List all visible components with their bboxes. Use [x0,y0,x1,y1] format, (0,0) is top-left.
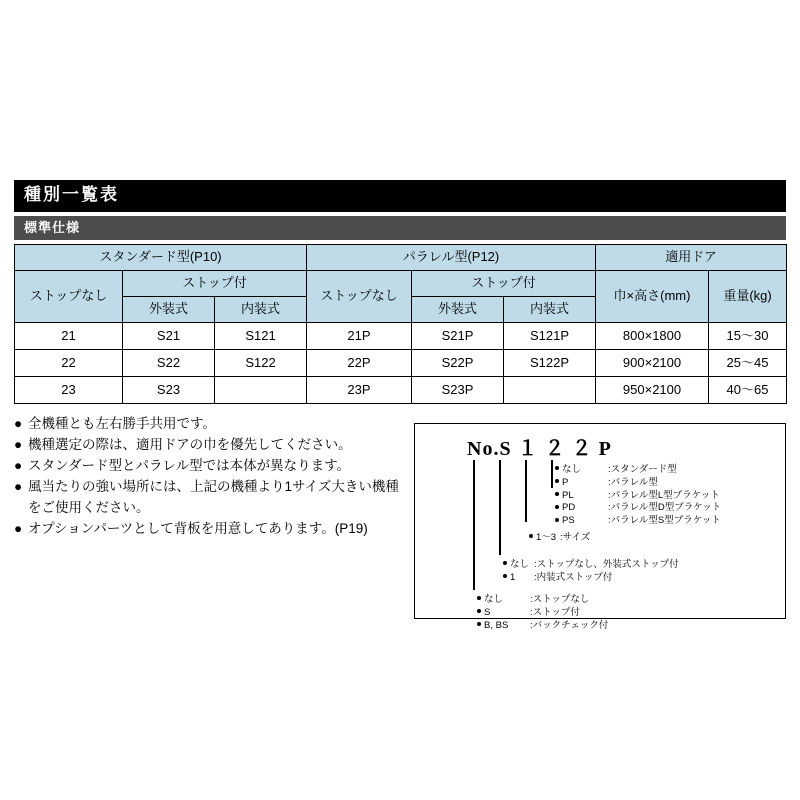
cell-par-stop-out: S21P [412,322,504,349]
legend-desc: :パラレル型S型ブラケット [608,515,721,527]
header-door-size: 巾×高さ(mm) [596,270,709,322]
legend-key: PS [562,515,575,527]
header-par-stop: ストップ付 [412,270,596,296]
cell-weight: 15～30 [709,322,787,349]
legend-key: S [484,606,491,618]
legend-key: 1～3 [536,532,557,543]
legend-model-code: No.S １ ２ ２ P [467,438,612,460]
page-title: 種別一覧表 [14,180,786,212]
cell-par-nostop: 22P [307,349,412,376]
leader-line-size [525,460,527,522]
bullet-icon [555,518,559,522]
spec-table [14,244,787,404]
bullet-icon [555,505,559,509]
cell-std-nostop: 23 [15,376,123,403]
header-std-stop: ストップ付 [123,270,307,296]
note-item [14,477,414,498]
legend-key: 1 [510,571,516,583]
cell-std-stop-out: S21 [123,322,215,349]
cell-par-stop-out: S23P [412,376,504,403]
cell-std-nostop: 22 [15,349,123,376]
legend-desc: :ストップなし、外装式ストップ付 [534,559,679,570]
bullet-icon [555,466,559,470]
legend-desc: :パラレル型L型ブラケット [608,489,720,501]
table-row [15,376,787,403]
header-par-exterior: 外装式 [412,296,504,322]
bullet-icon [477,622,481,626]
bullet-icon: ● [14,436,23,452]
header-std-exterior: 外装式 [123,296,215,322]
cell-std-stop-out: S23 [123,376,215,403]
cell-weight: 25～45 [709,349,787,376]
cell-weight: 40～65 [709,376,787,403]
notes-list [14,414,414,540]
legend-stop [477,594,608,632]
legend-key: PD [562,502,576,514]
legend-desc: :バックチェック付 [530,619,609,631]
bullet-icon: ● [14,415,23,431]
bullet-icon [503,561,507,565]
legend-desc: :ストップなし [530,594,590,605]
note-text: スタンダード型とパラレル型では本体が異なります。 [28,457,351,473]
model-code-legend [414,423,786,631]
leader-line-stop-type [499,460,501,555]
legend-key: PL [562,489,574,501]
note-item [14,435,414,456]
leader-line-group-type [551,460,553,488]
note-item [14,519,414,540]
cell-par-nostop: 23P [307,376,412,403]
cell-std-nostop: 21 [15,322,123,349]
note-continuation: をご使用ください。 [28,499,150,515]
header-par-interior: 内装式 [504,296,596,322]
cell-par-stop-out: S22P [412,349,504,376]
table-sub-header-row [15,270,787,296]
note-text: 風当たりの強い場所には、上記の機種より1サイズ大きい機種 [28,478,399,494]
bullet-icon [529,534,533,538]
note-text: 全機種とも左右勝手共用です。 [28,415,216,431]
cell-std-stop-in [215,376,307,403]
legend-key: B, BS [484,619,509,631]
spec-sheet [14,180,786,631]
bullet-icon [477,609,481,613]
legend-key: なし [510,559,530,570]
legend-desc: :サイズ [560,532,591,543]
note-item [14,456,414,477]
bullet-icon: ● [14,520,23,536]
cell-par-stop-in [504,376,596,403]
bullet-icon [555,492,559,496]
header-std-interior: 内装式 [215,296,307,322]
leader-line-stop [473,460,475,590]
section-subtitle: 標準仕様 [14,216,786,240]
cell-door-size: 900×2100 [596,349,709,376]
legend-desc: :パラレル型 [608,476,658,488]
table-group-header-row [15,244,787,270]
legend-size [529,532,590,545]
cell-std-stop-in: S121 [215,322,307,349]
legend-key: なし [484,594,504,605]
note-text: 機種選定の際は、適用ドアの巾を優先してください。 [28,436,352,452]
cell-par-nostop: 21P [307,322,412,349]
legend-key: なし [562,464,582,475]
bullet-icon [503,574,507,578]
cell-std-stop-out: S22 [123,349,215,376]
legend-key: P [562,476,569,488]
table-row [15,322,787,349]
header-std-nostop: ストップなし [15,270,123,322]
bullet-icon [477,596,481,600]
cell-door-size: 800×1800 [596,322,709,349]
legend-desc: :内装式ストップ付 [534,571,613,583]
bullet-icon [555,479,559,483]
cell-door-size: 950×2100 [596,376,709,403]
note-text: オプションパーツとして背板を用意してあります。(P19) [28,520,368,536]
table-row [15,349,787,376]
bullet-icon: ● [14,478,23,494]
header-applicable-door: 適用ドア [596,244,787,270]
legend-group-type [555,464,721,528]
header-par-nostop: ストップなし [307,270,412,322]
cell-par-stop-in: S122P [504,349,596,376]
cell-par-stop-in: S121P [504,322,596,349]
legend-stop-type [503,559,679,585]
note-item [14,414,414,435]
header-parallel-type: パラレル型(P12) [307,244,596,270]
legend-desc: :パラレル型D型ブラケット [608,502,722,514]
header-standard-type: スタンダード型(P10) [15,244,307,270]
bullet-icon: ● [14,457,23,473]
cell-std-stop-in: S122 [215,349,307,376]
header-weight: 重量(kg) [709,270,787,322]
legend-desc: :ストップ付 [530,606,580,618]
legend-desc: :スタンダード型 [608,464,677,475]
